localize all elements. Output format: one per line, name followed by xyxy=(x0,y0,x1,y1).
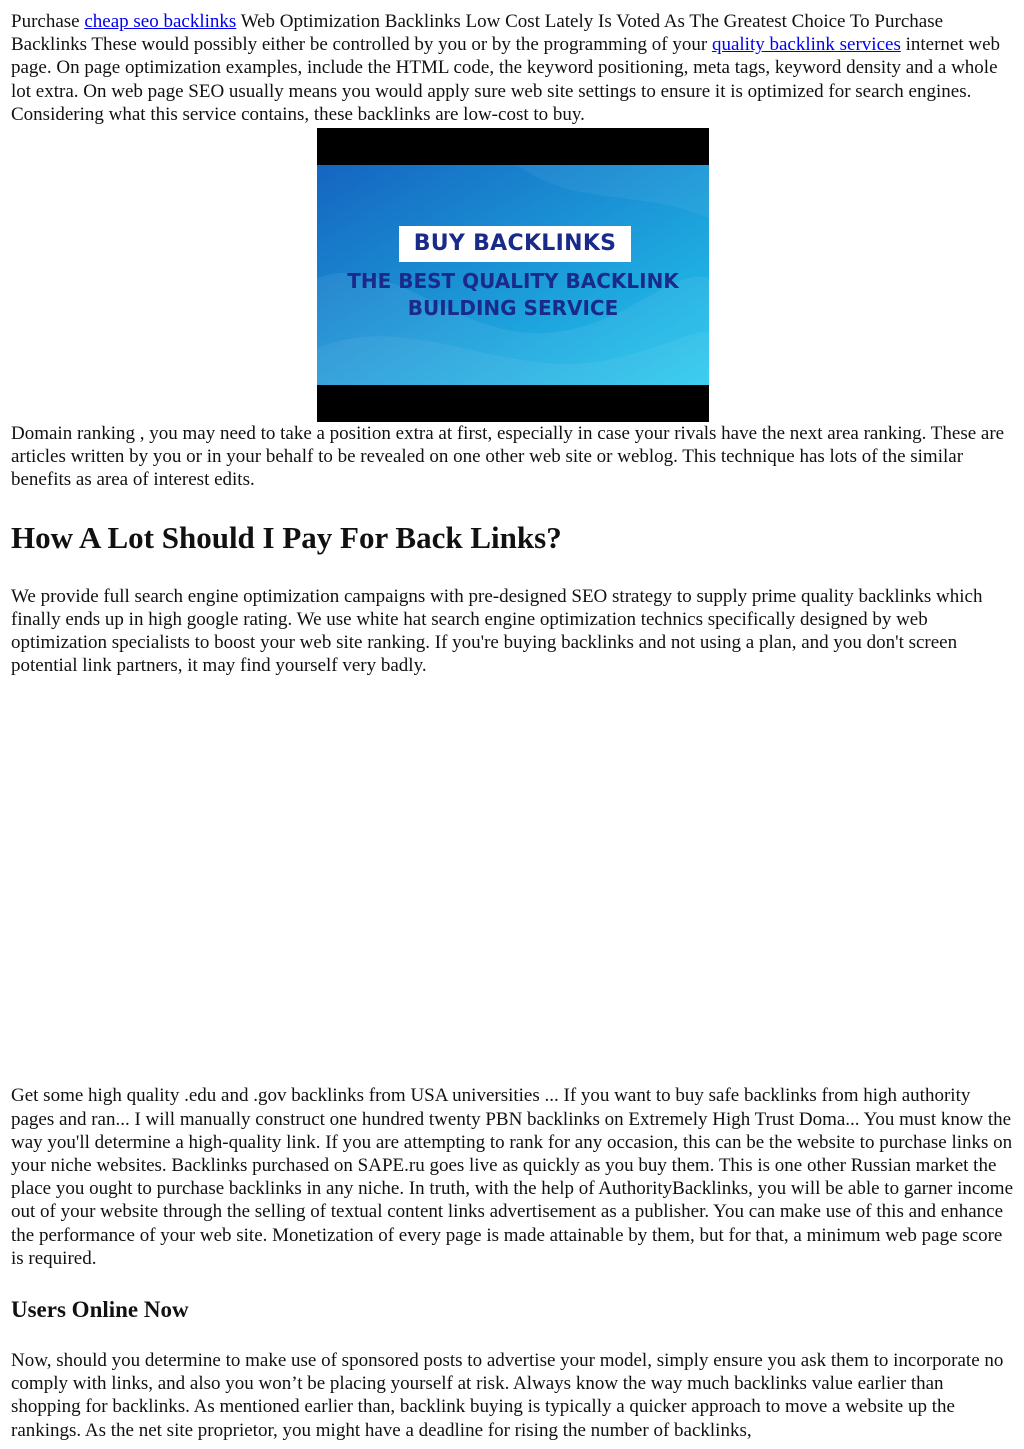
intro-paragraph: Purchase cheap seo backlinks Web Optimization Backlinks Low Cost Lately Is Voted As The Greatest Choice To Purchase Backlinks These would possibly either be controlled by you or by the programming of your quality backlink services internet web page. On page optimization examples, include the HTML code, the keyword positioning, meta tags, keyword density and a whole lot extra. On web page SEO usually means you would apply sure web site settings to ensure it is optimized for search engines. Considering what this service contains, these backlinks are low-cost to buy. xyxy=(11,11,1001,125)
quality-backlink-services-link[interactable]: quality backlink services xyxy=(711,34,901,56)
section-heading-pay: How A Lot Should I Pay For Back Links? xyxy=(11,519,562,555)
article xyxy=(11,10,1015,1442)
hero-tagline-line1: THE BEST QUALITY BACKLINK xyxy=(347,269,679,294)
blank-space xyxy=(11,677,1015,1084)
hero-image xyxy=(317,128,709,422)
section-heading-users-online: Users Online Now xyxy=(11,1297,189,1323)
edu-gov-paragraph: Get some high quality .edu and .gov backlinks from USA universities ... If you want to buy safe backlinks from high authority pages and ran... I will manually construct one hundred twenty PBN backlinks on Extremely High Trust Doma... You must know the way you'll determine a high-quality link. If you are attempting to rank for any occasion, this can be the website to purchase links on your niche websites. Backlinks purchased on SAPE.ru goes live as quickly as you buy them. This is one other Russian market the place you ought to purchase backlinks in any niche. In truth, with the help of AuthorityBacklinks, you will be able to garner income out of your website through the selling of textual content links advertisement as a publisher. You can make use of this and enhance the performance of your web site. Monetization of every page is made attainable by them, but for that, a minimum web page score is required. xyxy=(11,1085,1014,1269)
cheap-seo-backlinks-link[interactable]: cheap seo backlinks xyxy=(84,11,237,32)
hero-tagline-line2: BUILDING SERVICE xyxy=(407,296,619,321)
domain-ranking-paragraph: Domain ranking , you may need to take a position extra at first, especially in case your rivals have the next area ranking. These are articles written by you or in your behalf to be revealed on one other web site or weblog. This technique has lots of the similar benefits as area of interest edits. xyxy=(11,423,1005,491)
hero-badge: BUY BACKLINKS xyxy=(399,226,631,262)
sponsored-posts-paragraph: Now, should you determine to make use of sponsored posts to advertise your model, simply ensure you ask them to incorporate no comply with links, and also you won’t be placing yourself at risk. Always know the way much backlinks value earlier than shopping for backlinks. As mentioned earlier than, backlink buying is typically a quicker approach to move a website up the rankings. As the net site proprietor, you might have a deadline for rising the number of backlinks, xyxy=(11,1350,1004,1441)
campaigns-paragraph: We provide full search engine optimization campaigns with pre-designed SEO strategy to supply prime quality backlinks which finally ends up in high google rating. We use white hat search engine optimization technics specifically designed by web optimization specialists to boost your web site ranking. If you're buying backlinks and not using a plan, and you don't screen potential link partners, it may find yourself very badly. xyxy=(11,585,983,677)
